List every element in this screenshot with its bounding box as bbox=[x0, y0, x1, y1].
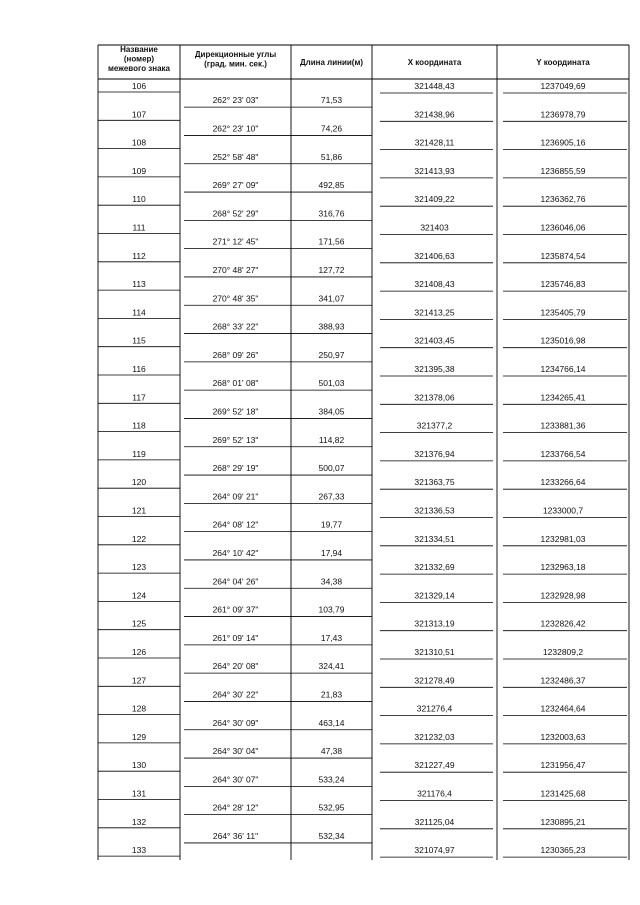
segment-angle: 264° 09' 21" bbox=[212, 491, 259, 502]
segment-angle: 264° 30' 04" bbox=[212, 746, 259, 757]
point-row bbox=[98, 534, 627, 546]
point-name: 125 bbox=[131, 618, 147, 629]
point-y: 1233000,7 bbox=[542, 505, 584, 516]
segment-length: 47,38 bbox=[320, 746, 343, 757]
point-row bbox=[98, 789, 627, 801]
header-name-line: Название bbox=[120, 45, 158, 54]
point-row bbox=[98, 138, 627, 150]
segment-row bbox=[184, 689, 372, 701]
point-y: 1236855,59 bbox=[540, 165, 586, 176]
segment-length: 17,94 bbox=[320, 547, 343, 558]
point-name: 113 bbox=[132, 279, 146, 290]
point-x: 321395,38 bbox=[414, 364, 455, 374]
point-x: 321336,53 bbox=[414, 505, 455, 516]
header-y-coordinate: Y координата bbox=[536, 58, 590, 67]
point-y: 1233766,54 bbox=[540, 448, 586, 459]
point-name: 109 bbox=[131, 165, 147, 176]
segment-row bbox=[184, 746, 372, 758]
point-x: 321409,22 bbox=[414, 194, 455, 205]
point-name: 118 bbox=[132, 420, 146, 431]
point-name: 108 bbox=[131, 137, 147, 148]
point-row bbox=[98, 647, 627, 659]
segment-row bbox=[184, 435, 372, 447]
point-row bbox=[98, 590, 627, 602]
point-row bbox=[98, 817, 627, 829]
point-name: 110 bbox=[132, 194, 146, 205]
segment-length: 19,77 bbox=[320, 519, 343, 530]
point-row bbox=[98, 392, 627, 404]
point-name: 122 bbox=[131, 533, 147, 544]
header-length: Длина линии(м) bbox=[299, 58, 364, 67]
point-row bbox=[98, 760, 627, 772]
point-row bbox=[98, 81, 627, 93]
point-row bbox=[98, 562, 627, 574]
point-y: 1235874,54 bbox=[540, 250, 586, 261]
point-row bbox=[98, 166, 627, 178]
point-name: 126 bbox=[131, 647, 147, 657]
segment-row bbox=[184, 265, 372, 277]
segment-length: 324,41 bbox=[318, 661, 345, 672]
point-name: 124 bbox=[131, 590, 147, 601]
point-y: 1233266,64 bbox=[540, 477, 586, 488]
segment-length: 384,05 bbox=[318, 406, 345, 417]
point-x: 321403,45 bbox=[414, 335, 455, 346]
segment-length: 127,72 bbox=[318, 264, 345, 275]
point-x: 321406,63 bbox=[414, 250, 455, 261]
segment-row bbox=[184, 605, 372, 617]
point-x: 321403 bbox=[420, 222, 449, 233]
segment-length: 532,95 bbox=[318, 802, 345, 813]
point-y: 1234766,14 bbox=[540, 364, 586, 374]
segment-angle: 264° 30' 07" bbox=[212, 774, 259, 785]
segment-length: 103,79 bbox=[318, 604, 345, 615]
segment-angle: 264° 30' 22" bbox=[212, 689, 259, 700]
point-name: 123 bbox=[131, 562, 147, 573]
segment-row bbox=[184, 576, 372, 588]
point-name: 119 bbox=[132, 448, 146, 459]
segment-angle: 271° 12' 45" bbox=[212, 236, 259, 247]
point-name: 128 bbox=[131, 703, 147, 714]
segment-row bbox=[184, 718, 372, 730]
header-name-line: межевого знака bbox=[107, 64, 171, 73]
point-name: 114 bbox=[132, 307, 146, 318]
point-row bbox=[98, 421, 627, 433]
point-x: 321377,2 bbox=[416, 420, 453, 431]
segment-row bbox=[184, 293, 372, 305]
point-x: 321176,4 bbox=[417, 788, 452, 799]
segment-angle: 268° 29' 19" bbox=[212, 463, 259, 474]
segment-angle: 261° 09' 37" bbox=[212, 604, 259, 615]
point-y: 1231425,68 bbox=[540, 788, 586, 799]
point-y: 1232809,2 bbox=[542, 647, 584, 657]
point-y: 1235405,79 bbox=[540, 307, 586, 318]
segment-angle: 269° 52' 18" bbox=[212, 406, 259, 417]
point-x: 321276,4 bbox=[416, 703, 453, 714]
point-y: 1232826,42 bbox=[540, 618, 586, 629]
table-body bbox=[98, 81, 627, 857]
segment-length: 267,33 bbox=[318, 491, 345, 502]
segment-row bbox=[184, 633, 372, 645]
point-y: 1230365,23 bbox=[540, 845, 586, 856]
point-x: 321413,93 bbox=[414, 165, 455, 176]
point-x: 321413,25 bbox=[414, 307, 455, 318]
point-name: 112 bbox=[132, 250, 146, 261]
point-row bbox=[98, 704, 627, 716]
point-name: 106 bbox=[131, 81, 147, 91]
point-y: 1232928,98 bbox=[540, 590, 586, 601]
header-x-coordinate: X координата bbox=[407, 58, 462, 67]
point-row bbox=[98, 251, 627, 263]
segment-row bbox=[184, 237, 372, 249]
segment-angle: 269° 27' 09" bbox=[212, 180, 259, 191]
segment-row bbox=[184, 406, 372, 418]
point-y: 1236362,76 bbox=[540, 194, 586, 205]
point-x: 321332,69 bbox=[414, 562, 455, 573]
point-y: 1232464,64 bbox=[540, 703, 586, 714]
segment-row bbox=[184, 378, 372, 390]
point-x: 321334,51 bbox=[414, 533, 455, 544]
segment-angle: 270° 48' 35" bbox=[212, 293, 259, 304]
segment-row bbox=[184, 548, 372, 560]
point-y: 1236046,06 bbox=[540, 222, 586, 233]
segment-row bbox=[184, 463, 372, 475]
segment-row bbox=[184, 95, 372, 107]
point-y: 1232963,18 bbox=[540, 562, 586, 573]
point-y: 1232486,37 bbox=[540, 675, 586, 686]
point-y: 1233881,36 bbox=[540, 420, 586, 431]
segment-row bbox=[184, 520, 372, 532]
segment-row bbox=[184, 180, 372, 192]
segment-angle: 264° 20' 08" bbox=[212, 661, 259, 672]
segment-length: 250,97 bbox=[318, 349, 345, 360]
segment-length: 532,34 bbox=[318, 830, 345, 841]
segment-length: 341,07 bbox=[318, 293, 345, 304]
segment-angle: 264° 30' 09" bbox=[212, 717, 259, 728]
point-row bbox=[98, 307, 627, 319]
segment-length: 492,85 bbox=[318, 180, 345, 191]
segment-length: 316,76 bbox=[318, 208, 345, 219]
point-row bbox=[98, 364, 627, 376]
segment-angle: 264° 10' 42" bbox=[212, 547, 259, 558]
point-x: 321408,43 bbox=[414, 279, 455, 290]
point-x: 321232,03 bbox=[414, 731, 455, 742]
point-name: 132 bbox=[131, 816, 147, 827]
segment-angle: 264° 08' 12" bbox=[212, 519, 259, 530]
point-x: 321329,14 bbox=[414, 590, 455, 601]
segment-length: 74,26 bbox=[320, 123, 343, 134]
segment-length: 500,07 bbox=[318, 463, 345, 474]
point-row bbox=[98, 619, 627, 631]
point-row bbox=[98, 279, 627, 291]
header-angle-line: Дирекционные углы bbox=[194, 50, 277, 59]
segment-row bbox=[184, 803, 372, 815]
point-row bbox=[98, 506, 627, 518]
point-x: 321227,49 bbox=[414, 760, 455, 771]
point-y: 1232003,63 bbox=[540, 731, 586, 742]
point-name: 107 bbox=[131, 109, 147, 120]
segment-row bbox=[184, 491, 372, 503]
segment-row bbox=[184, 350, 372, 362]
point-x: 321310,51 bbox=[414, 647, 455, 657]
segment-length: 34,38 bbox=[320, 576, 343, 587]
point-row bbox=[98, 223, 627, 235]
point-x: 321125,04 bbox=[414, 816, 455, 827]
segment-row bbox=[184, 831, 372, 843]
point-row bbox=[98, 732, 627, 744]
segment-length: 171,56 bbox=[318, 236, 345, 247]
point-name: 120 bbox=[131, 477, 147, 488]
segment-row bbox=[184, 152, 372, 164]
point-name: 130 bbox=[131, 760, 147, 771]
point-name: 116 bbox=[132, 364, 146, 374]
point-row bbox=[98, 194, 627, 206]
segment-length: 71,53 bbox=[320, 95, 343, 106]
segment-length: 533,24 bbox=[318, 774, 345, 785]
point-x: 321278,49 bbox=[414, 675, 455, 686]
segment-angle: 264° 28' 12" bbox=[212, 802, 259, 813]
segment-angle: 268° 33' 22" bbox=[212, 321, 259, 332]
segment-length: 388,93 bbox=[318, 321, 345, 332]
point-name: 121 bbox=[131, 505, 147, 516]
segment-row bbox=[184, 123, 372, 135]
point-row bbox=[98, 449, 627, 461]
segment-length: 114,82 bbox=[318, 434, 345, 445]
point-name: 115 bbox=[132, 335, 146, 346]
point-x: 321376,94 bbox=[414, 448, 455, 459]
segment-angle: 261° 09' 14" bbox=[212, 632, 259, 643]
point-y: 1230895,21 bbox=[540, 816, 586, 827]
segment-length: 463,14 bbox=[318, 717, 345, 728]
point-name: 133 bbox=[131, 845, 147, 856]
point-row bbox=[98, 109, 627, 121]
segment-angle: 270° 48' 27" bbox=[212, 264, 259, 275]
point-name: 131 bbox=[131, 788, 147, 799]
segment-angle: 262° 23' 10" bbox=[212, 123, 259, 134]
segment-length: 51,86 bbox=[320, 151, 343, 162]
point-y: 1236978,79 bbox=[540, 109, 586, 120]
point-x: 321313,19 bbox=[414, 618, 455, 629]
point-row bbox=[98, 675, 627, 687]
segment-angle: 264° 36' 11" bbox=[212, 830, 259, 841]
point-y: 1235016,98 bbox=[540, 335, 586, 346]
point-row bbox=[98, 845, 627, 857]
point-y: 1235746,83 bbox=[540, 279, 586, 290]
segment-angle: 268° 01' 08" bbox=[212, 378, 259, 389]
segment-angle: 252° 58' 48" bbox=[212, 151, 259, 162]
segment-row bbox=[184, 322, 372, 334]
point-name: 127 bbox=[131, 675, 147, 686]
segment-row bbox=[184, 774, 372, 786]
segment-angle: 264° 04' 26" bbox=[212, 576, 259, 587]
point-x: 321438,96 bbox=[414, 109, 455, 120]
point-x: 321074,97 bbox=[414, 845, 455, 856]
point-x: 321428,11 bbox=[414, 137, 455, 148]
header-name-line: (номер) bbox=[123, 54, 155, 64]
point-row bbox=[98, 336, 627, 348]
segment-length: 21,83 bbox=[320, 689, 343, 700]
point-x: 321363,75 bbox=[414, 477, 455, 488]
point-y: 1232981,03 bbox=[540, 533, 586, 544]
segment-length: 17,43 bbox=[320, 632, 343, 643]
point-name: 129 bbox=[131, 731, 147, 742]
point-y: 1237049,69 bbox=[540, 81, 586, 91]
point-x: 321448,43 bbox=[414, 81, 455, 91]
header-angle-line: (град. мин. сек.) bbox=[204, 59, 267, 69]
segment-angle: 269° 52' 13" bbox=[212, 434, 259, 445]
point-y: 1231956,47 bbox=[540, 760, 586, 771]
segment-angle: 268° 09' 26" bbox=[212, 349, 259, 360]
point-y: 1236905,16 bbox=[540, 137, 586, 148]
point-name: 117 bbox=[132, 392, 146, 403]
point-y: 1234265,41 bbox=[540, 392, 586, 403]
segment-angle: 262° 23' 03" bbox=[212, 95, 259, 106]
point-row bbox=[98, 477, 627, 489]
point-x: 321378,06 bbox=[414, 392, 455, 403]
segment-length: 501,03 bbox=[318, 378, 345, 389]
segment-row bbox=[184, 208, 372, 220]
segment-row bbox=[184, 661, 372, 673]
segment-angle: 268° 52' 29" bbox=[212, 208, 259, 219]
point-name: 111 bbox=[132, 222, 146, 233]
